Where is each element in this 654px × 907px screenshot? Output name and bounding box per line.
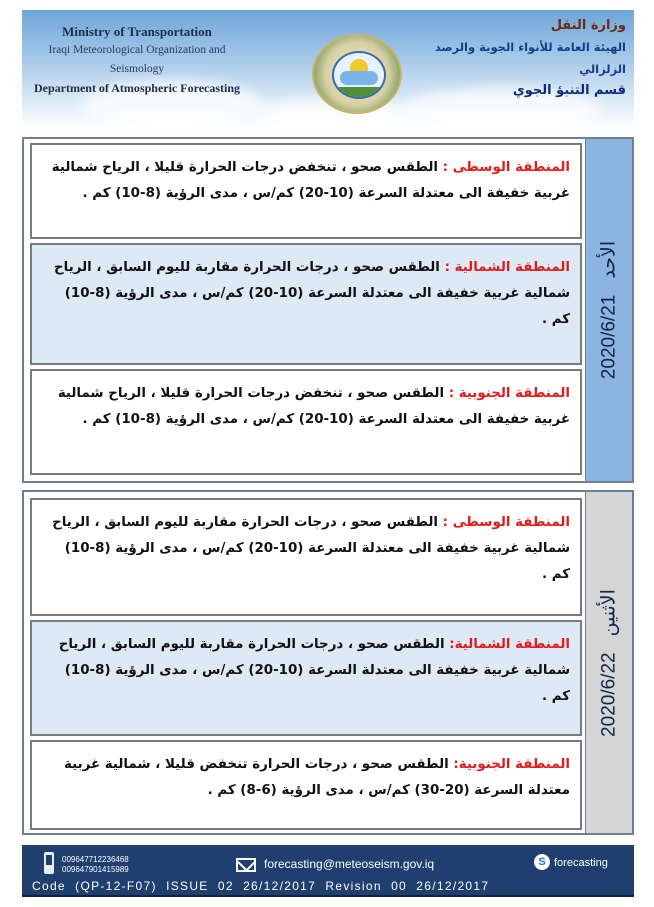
region-forecast-text: الطقس صحو ، درجات الحرارة مقاربة لليوم السابق ، الرياح شمالية غربية خفيفة الى معتدلة السرعة (10-20) كم/س ، مدى الرؤية (8-10) كم . [54, 260, 570, 327]
region-north [30, 620, 582, 736]
skype-icon: S [534, 854, 550, 870]
region-south [30, 740, 582, 830]
document-code: Code (QP-12-F07) ISSUE 02 26/12/2017 Revision 00 26/12/2017 [32, 879, 490, 893]
phone-number: 009647712236468 [62, 855, 129, 864]
mail-icon [236, 858, 256, 872]
region-forecast-text: الطقس صحو ، تنخفض درجات الحرارة قليلا ، الرياح شمالية غربية خفيفة الى معتدلة السرعة (10-20) كم/س ، مدى الرؤية (8-10) كم . [51, 160, 570, 201]
region-name: المنطقة الوسطى : [442, 160, 570, 175]
ministry-name-ar: وزارة النقل [550, 18, 626, 33]
phone-numbers [62, 855, 129, 875]
date-strip [585, 492, 632, 833]
day-forecast-1 [22, 137, 634, 483]
region-name: المنطقة الشمالية: [449, 637, 570, 652]
day-forecast-2 [22, 490, 634, 835]
page-header [22, 10, 634, 128]
cloud-icon [340, 71, 378, 85]
region-forecast-text: الطقس صحو ، تنخفض درجات الحرارة قليلا ، الرياح شمالية غربية خفيفة الى معتدلة السرعة (10-20) كم/س ، مدى الرؤية (8-10) كم . [57, 386, 570, 427]
region-central [30, 143, 582, 239]
department-name-ar: قسم التنبؤ الجوي [512, 83, 626, 98]
phone-number: 009647901415989 [62, 865, 129, 874]
region-central [30, 498, 582, 616]
region-name: المنطقة الشمالية : [444, 260, 570, 275]
skype-handle[interactable]: forecasting [554, 857, 608, 869]
forecast-date: 2020/6/22 [598, 651, 620, 737]
header-english-block [32, 22, 242, 98]
region-forecast-text: الطقس صحو ، درجات الحرارة مقاربة لليوم السابق ، الرياح شمالية غربية خفيفة الى معتدلة السرعة (10-20) كم/س ، مدى الرؤية (8-10) كم . [52, 515, 570, 582]
region-forecast-text: الطقس صحو ، درجات الحرارة تنخفض قليلا ، شمالية غربية معتدلة السرعة (20-30) كم/س ، مدى الرؤية (6-8) كم . [64, 757, 570, 798]
date-strip [585, 139, 632, 481]
organization-logo-icon [312, 34, 402, 114]
department-name-en: Department of Atmospheric Forecasting [33, 81, 241, 95]
region-south [30, 369, 582, 475]
ministry-name-en: Ministry of Transportation [62, 24, 212, 39]
region-name: المنطقة الجنوبية : [448, 386, 570, 401]
organization-name-ar: الهيئة العامة للأنواء الجوية والرصد الزلزالي [434, 40, 626, 76]
forecast-date: 2020/6/21 [598, 294, 620, 380]
region-name: المنطقة الوسطى : [442, 515, 570, 530]
region-forecast-text: الطقس صحو ، درجات الحرارة مقاربة لليوم السابق ، الرياح شمالية غربية خفيفة الى معتدلة السرعة (10-20) كم/س ، مدى الرؤية (8-10) كم . [58, 637, 570, 704]
day-name: الأحد [598, 240, 620, 279]
page-footer [22, 845, 634, 897]
region-name: المنطقة الجنوبية: [453, 757, 570, 772]
day-name: الأثنين [598, 588, 620, 636]
organization-name-en: Iraqi Meteorological Organization and Seismology [48, 44, 226, 75]
email-link[interactable]: forecasting@meteoseism.gov.iq [264, 857, 435, 871]
phone-icon [44, 852, 54, 874]
region-north [30, 243, 582, 365]
header-arabic-block [416, 16, 626, 102]
